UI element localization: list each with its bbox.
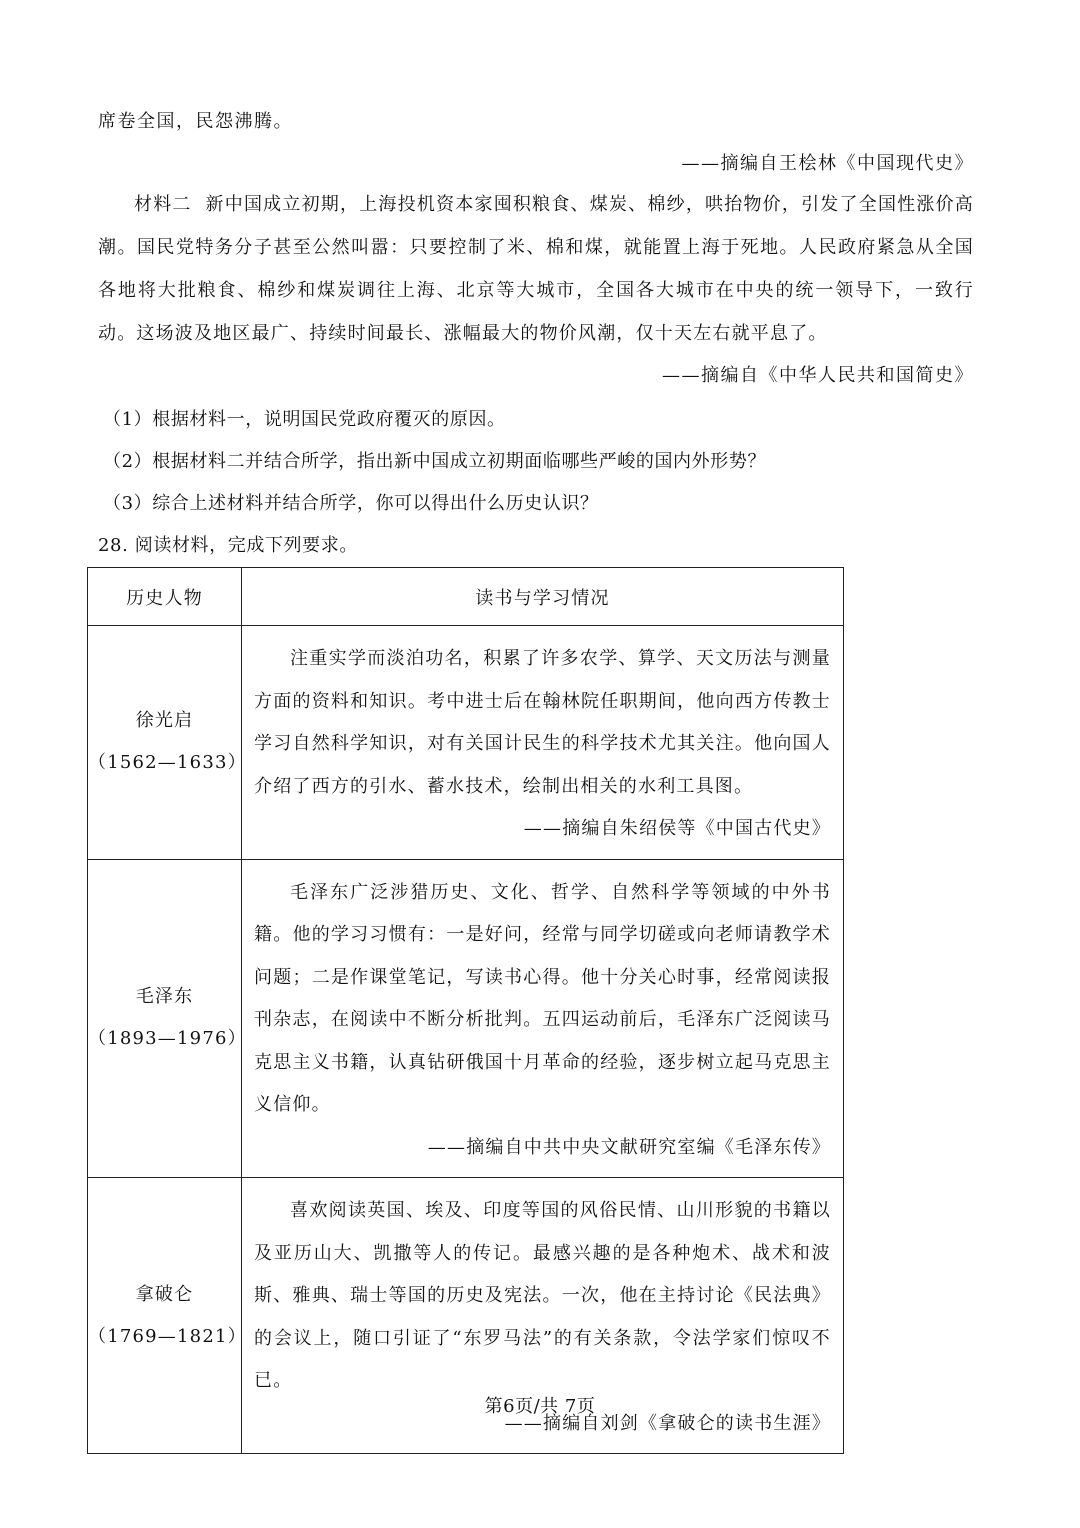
reading-source: ——摘编自朱绍侯等《中国古代史》 bbox=[523, 818, 831, 839]
table-row bbox=[88, 859, 844, 1178]
figure-years: （1769—1821） bbox=[88, 1325, 247, 1347]
figure-name: 徐光启 bbox=[135, 710, 194, 732]
reading-cell bbox=[242, 859, 844, 1178]
figure-name: 毛泽东 bbox=[135, 986, 194, 1008]
material-1-source: ——摘编自王桧林《中国现代史》 bbox=[681, 153, 974, 174]
header-reading: 读书与学习情况 bbox=[242, 568, 844, 626]
material-2 bbox=[98, 183, 974, 355]
question-28-title: 28. 阅读材料，完成下列要求。 bbox=[98, 535, 358, 556]
header-figure: 历史人物 bbox=[88, 568, 242, 626]
reading-source: ——摘编自刘剑《拿破仑的读书生涯》 bbox=[504, 1412, 831, 1434]
material-1-ending: 席卷全国，民怨沸腾。 bbox=[98, 111, 293, 132]
figure-cell bbox=[88, 626, 247, 860]
reading-text: 喜欢阅读英国、埃及、印度等国的风俗民情、山川形貌的书籍以及亚历山大、凯撒等人的传记。最感兴趣的是各种炮术、战术和波斯、雅典、瑞士等国的历史及宪法。一次，他在主持讨论《民法典》的会议上，随口引证了“东罗马法”的有关条款，令法学家们惊叹不已。 bbox=[254, 1200, 831, 1391]
question-3: （3）综合上述材料并结合所学，你可以得出什么历史认识？ bbox=[103, 493, 599, 514]
reading-cell bbox=[242, 626, 844, 860]
table-row bbox=[88, 626, 844, 860]
figure-years: （1893—1976） bbox=[88, 1028, 247, 1050]
figure-cell bbox=[88, 859, 247, 1178]
figure-years: （1562—1633） bbox=[88, 752, 247, 774]
material-2-source: ——摘编自《中华人民共和国简史》 bbox=[662, 365, 974, 386]
table-header-row bbox=[88, 568, 844, 626]
material-2-label: 材料二 bbox=[134, 194, 192, 215]
material-2-text: 新中国成立初期，上海投机资本家囤积粮食、煤炭、棉纱，哄抬物价，引发了全国性涨价高潮。国民党特务分子甚至公然叫嚣：只要控制了米、棉和煤，就能置上海于死地。人民政府紧急从全国各地将大批粮食、棉纱和煤炭调往上海、北京等大城市，全国各大城市在中央的统一领导下，一致行动。这场波及地区最广、持续时间最长、涨幅最大的物价风潮，仅十天左右就平息了。 bbox=[98, 194, 974, 344]
reading-text: 毛泽东广泛涉猎历史、文化、哲学、自然科学等领域的中外书籍。他的学习习惯有：一是好问，经常与同学切磋或向老师请教学术问题；二是作课堂笔记，写读书心得。他十分关心时事，经常阅读报刊杂志，在阅读中不断分析批判。五四运动前后，毛泽东广泛阅读马克思主义书籍，认真钻研俄国十月革命的经验，逐步树立起马克思主义信仰。 bbox=[254, 881, 831, 1115]
figure-name: 拿破仑 bbox=[135, 1283, 194, 1305]
question-1: （1）根据材料一，说明国民党政府覆灭的原因。 bbox=[103, 409, 506, 430]
question-2: （2）根据材料二并结合所学，指出新中国成立初期面临哪些严峻的国内外形势？ bbox=[103, 451, 767, 472]
page-number: 第6页/共 7页 bbox=[484, 1396, 596, 1417]
reading-text: 注重实学而淡泊功名，积累了许多农学、算学、天文历法与测量方面的资料和知识。考中进士后在翰林院任职期间，他向西方传教士学习自然科学知识，对有关国计民生的科学技术尤其关注。他向国人介绍了西方的引水、蓄水技术，绘制出相关的水利工具图。 bbox=[254, 648, 831, 797]
reading-source: ——摘编自中共中央文献研究室编《毛泽东传》 bbox=[427, 1136, 831, 1158]
history-figures-table bbox=[87, 567, 844, 1454]
